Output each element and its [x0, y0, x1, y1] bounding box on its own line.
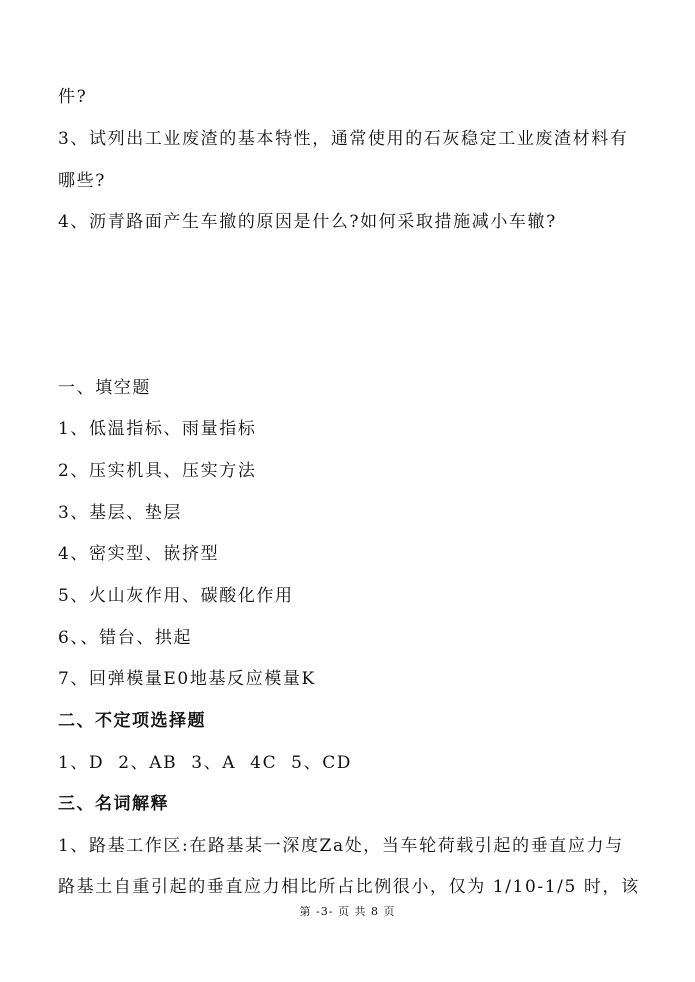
choice-answers: 1、D 2、AB 3、A 4C 5、CD	[58, 753, 353, 773]
term-definition-line-1: 1、路基工作区:在路基某一深度Za处，当车轮荷载引起的垂直应力与	[58, 836, 624, 856]
section-heading-fill-blank: 一、填空题	[58, 378, 151, 398]
answer-line-5: 5、火山灰作用、碳酸化作用	[58, 586, 294, 606]
text-line-3: 哪些?	[58, 171, 106, 191]
answer-line-3: 3、基层、垫层	[58, 503, 183, 523]
text-line-4: 4、沥青路面产生车撤的原因是什么?如何采取措施减小车辙?	[58, 212, 557, 232]
text-line-1: 件?	[58, 87, 88, 107]
section-heading-terms: 三、名词解释	[58, 794, 169, 814]
answer-line-7: 7、回弹模量E0地基反应模量K	[58, 669, 316, 689]
answer-line-6: 6、、错台、拱起	[58, 628, 193, 648]
term-definition-line-2: 路基土自重引起的垂直应力相比所占比例很小，仅为 1/10-1/5 时，该	[58, 877, 640, 897]
answer-line-4: 4、密实型、嵌挤型	[58, 544, 220, 564]
page-footer: 第 -3- 页 共 8 页	[299, 905, 396, 918]
answer-line-2: 2、压实机具、压实方法	[58, 461, 257, 481]
section-heading-multiple-choice: 二、不定项选择题	[58, 711, 206, 731]
answer-line-1: 1、低温指标、雨量指标	[58, 419, 257, 439]
text-line-2: 3、试列出工业废渣的基本特性，通常使用的石灰稳定工业废渣材料有	[58, 129, 629, 149]
